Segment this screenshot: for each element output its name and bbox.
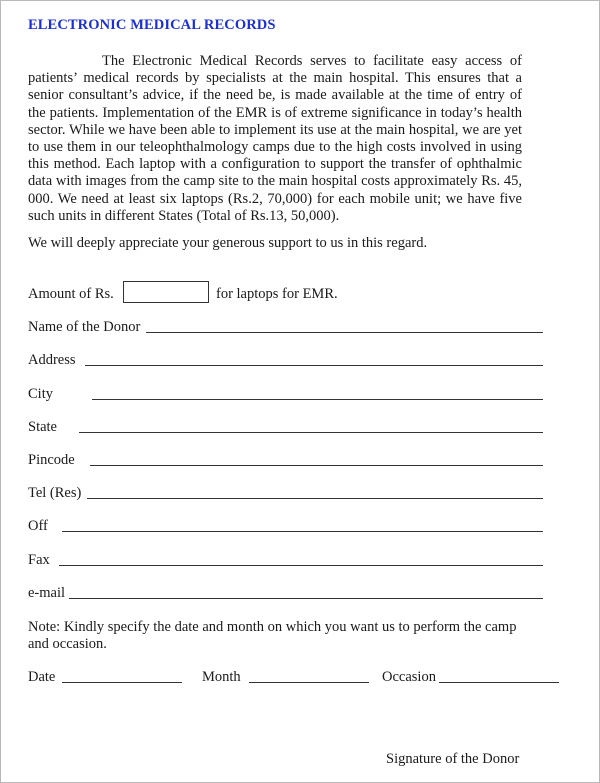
state-line[interactable] bbox=[79, 432, 543, 433]
city-label: City bbox=[28, 386, 53, 402]
email-line[interactable] bbox=[69, 598, 543, 599]
date-line[interactable] bbox=[62, 682, 182, 683]
tel-res-line[interactable] bbox=[87, 498, 543, 499]
address-label: Address bbox=[28, 352, 76, 368]
document-title: ELECTRONIC MEDICAL RECORDS bbox=[28, 17, 276, 33]
state-label: State bbox=[28, 419, 57, 435]
intro-paragraph: The Electronic Medical Records serves to facilitate easy access of patients’ medical records by specialists at the main hospital. This ensures that a senior consultant’s advice, if the need be, is made available at the time of entry of the patients. Implementation of the EMR is of extreme significance in today’s health sector. While we have been able to implement its use at the main hospital, we are yet to use them in our teleophthalmology camps due to the high costs involved in using this method. Each laptop with a configuration to support the transfer of ophthalmic data with images from the camp site to the main hospital costs approximately Rs. 45, 000. We need at least six laptops (Rs.2, 70,000) for each mobile unit; we have five such units in different States (Total of Rs.13, 50,000). bbox=[28, 53, 522, 224]
tel-res-label: Tel (Res) bbox=[28, 485, 82, 501]
note-text: Note: Kindly specify the date and month on which you want us to perform the camp and occasion. bbox=[28, 619, 517, 652]
off-label: Off bbox=[28, 518, 48, 534]
fax-label: Fax bbox=[28, 552, 50, 568]
email-label: e-mail bbox=[28, 585, 66, 601]
donor-name-line[interactable] bbox=[146, 332, 543, 333]
fax-line[interactable] bbox=[59, 565, 543, 566]
city-line[interactable] bbox=[92, 399, 543, 400]
address-line[interactable] bbox=[85, 365, 543, 366]
pincode-label: Pincode bbox=[28, 452, 75, 468]
amount-input-box[interactable] bbox=[123, 281, 209, 303]
occasion-label: Occasion bbox=[382, 669, 436, 685]
date-label: Date bbox=[28, 669, 56, 685]
appeal-text: We will deeply appreciate your generous support to us in this regard. bbox=[28, 235, 428, 251]
off-line[interactable] bbox=[62, 531, 543, 532]
amount-prefix-label: Amount of Rs. bbox=[28, 286, 114, 302]
signature-label: Signature of the Donor bbox=[386, 751, 520, 767]
amount-suffix-label: for laptops for EMR. bbox=[216, 286, 338, 302]
occasion-line[interactable] bbox=[439, 682, 559, 683]
donor-name-label: Name of the Donor bbox=[28, 319, 141, 335]
pincode-line[interactable] bbox=[90, 465, 543, 466]
month-label: Month bbox=[202, 669, 241, 685]
month-line[interactable] bbox=[249, 682, 369, 683]
